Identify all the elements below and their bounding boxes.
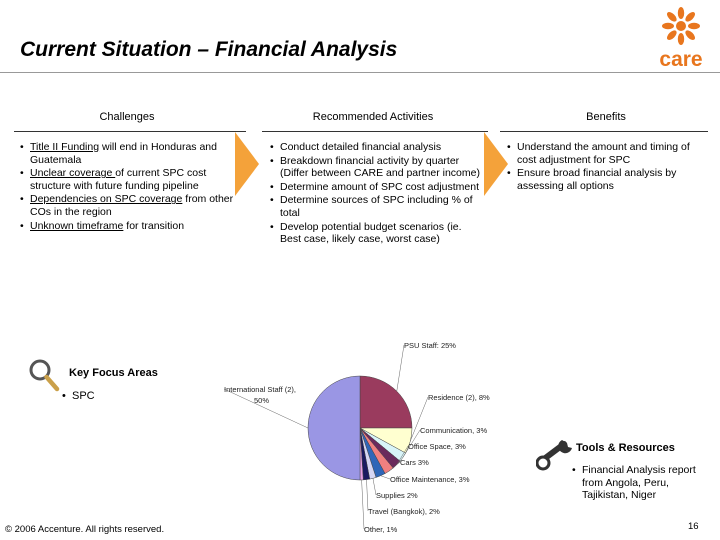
tools-list	[570, 464, 710, 503]
pie-leader-line	[362, 480, 364, 529]
pie-slice-label: Other, 1%	[364, 525, 398, 534]
pie-slice-label: Residence (2), 8%	[428, 393, 490, 402]
challenge-item: • Unclear coverage of current SPC cost structure with future funding pipeline	[18, 167, 248, 192]
page-number: 16	[688, 521, 699, 532]
benefit-item: • Understand the amount and timing of cost adjustment for SPC	[505, 141, 705, 166]
tools-title: Tools & Resources	[576, 442, 675, 454]
challenge-item: • Title II Funding will end in Honduras and Guatemala	[18, 141, 248, 166]
tools-item: • Financial Analysis report from Angola, Peru, Tajikistan, Niger	[570, 464, 710, 502]
activity-item: • Develop potential budget scenarios (ie. Best case, likely case, worst case)	[268, 221, 480, 246]
benefit-item: • Ensure broad financial analysis by assessing all options	[505, 167, 705, 192]
challenge-item: • Unknown timeframe for transition	[18, 220, 248, 233]
activities-heading: Recommended Activities	[312, 111, 434, 123]
care-logo-mark	[662, 7, 700, 45]
cost-pie-chart	[222, 332, 502, 540]
challenges-list	[18, 141, 248, 233]
pie-slice-label: PSU Staff: 25%	[404, 341, 456, 350]
pie-leader-line	[224, 389, 308, 428]
activities-heading-rule	[262, 131, 488, 132]
benefits-heading-rule	[500, 131, 708, 132]
activity-item: • Breakdown financial activity by quarter (Differ between CARE and partner income)	[268, 155, 480, 180]
care-logo-text: care	[659, 48, 703, 70]
benefits-heading: Benefits	[586, 111, 626, 123]
benefits-list	[505, 141, 705, 193]
slide-title: Current Situation – Financial Analysis	[20, 38, 398, 61]
key-focus-title: Key Focus Areas	[69, 367, 158, 379]
challenge-item: • Dependencies on SPC coverage from other COs in the region	[18, 193, 248, 218]
key-focus-item: • SPC	[60, 390, 95, 403]
pie-slice-label: Supplies 2%	[376, 491, 418, 500]
pie-slice-label: International Staff (2), 50%	[224, 385, 296, 405]
pie-slice-label: Cars 3%	[400, 458, 429, 467]
key-focus-list	[60, 390, 95, 404]
challenges-heading: Challenges	[99, 111, 155, 123]
pie-slice	[360, 376, 412, 428]
copyright-text: © 2006 Accenture. All rights reserved.	[5, 524, 165, 535]
activity-item: • Determine sources of SPC including % of total	[268, 194, 480, 219]
arrow-right-icon	[235, 132, 259, 196]
pie-leader-line	[397, 345, 404, 391]
challenges-heading-rule	[14, 131, 246, 132]
activity-item: • Conduct detailed financial analysis	[268, 141, 480, 154]
magnifier-icon	[28, 358, 60, 392]
pie-slice-label: Office Maintenance, 3%	[390, 475, 470, 484]
activities-list	[268, 141, 480, 247]
care-logo	[650, 4, 712, 70]
pie-leader-line	[381, 476, 390, 479]
title-divider	[0, 72, 720, 73]
pie-slice-label: Travel (Bangkok), 2%	[368, 507, 440, 516]
pie-slice-label: Office Space, 3%	[408, 442, 466, 451]
pie-slice-label: Communication, 3%	[420, 426, 488, 435]
pie-slice	[308, 376, 360, 480]
activity-item: • Determine amount of SPC cost adjustment	[268, 181, 480, 194]
